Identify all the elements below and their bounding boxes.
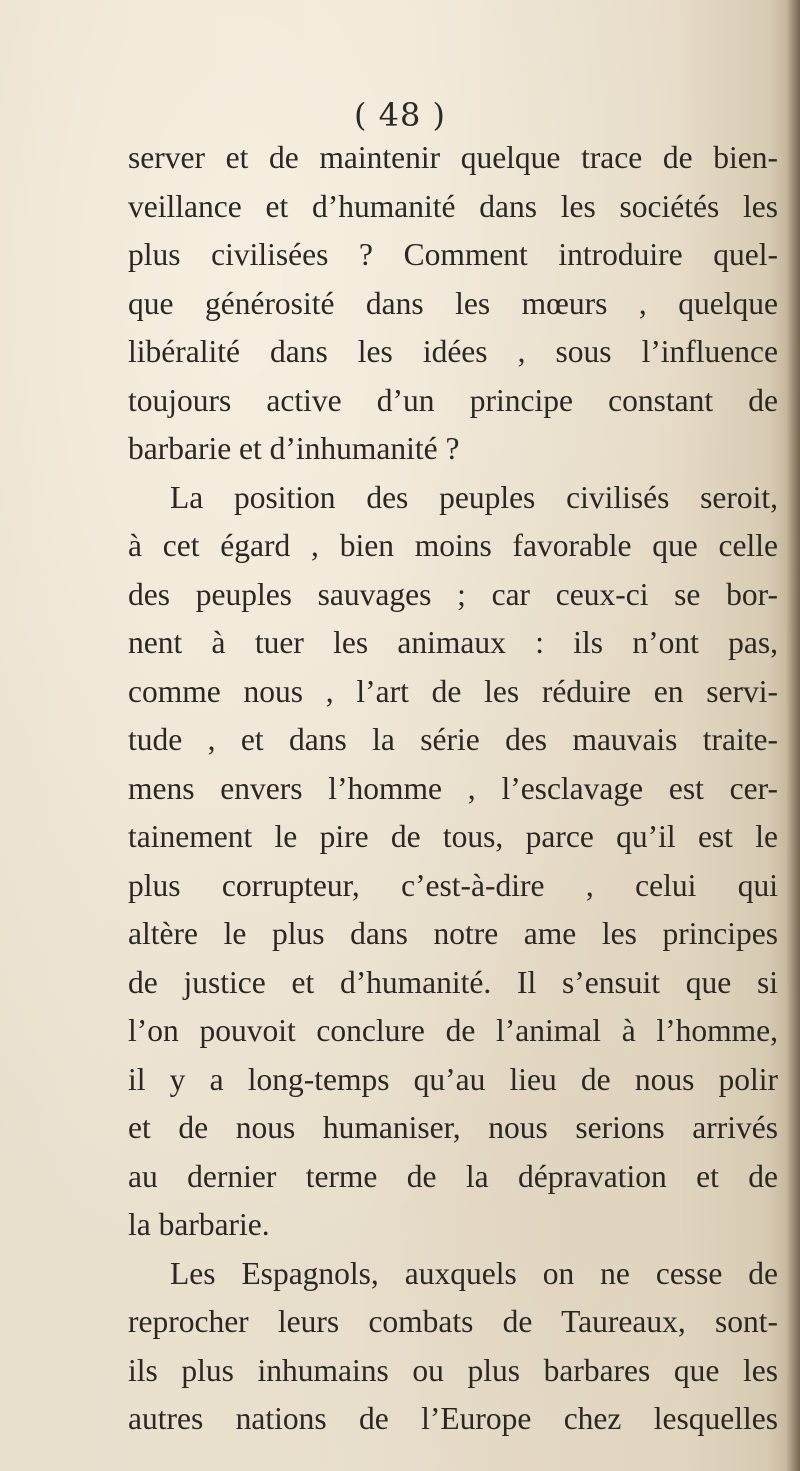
text-line: nent à tuer les animaux : ils n’ont pas, [128,625,778,660]
text-line: tainement le pire de tous, parce qu’il est le [128,819,778,854]
text-line: plus civilisées ? Comment introduire quel- [128,237,778,272]
text-line: plus corrupteur, c’est-à-dire , celui qui [128,867,778,903]
text-line: et de nous humaniser, nous serions arrivés [128,1110,778,1145]
text-line: au dernier terme de la dépravation et de [128,1158,778,1194]
text-line: de justice et d’humanité. Il s’ensuit que si [128,964,778,1000]
text-line: toujours active d’un principe constant de [128,382,778,418]
text-line: que générosité dans les mœurs , quelque [128,285,778,321]
text-line: ils plus inhumains ou plus barbares que les [128,1352,778,1388]
text-line: veillance et d’humanité dans les sociétés les [128,188,778,224]
body-text [128,134,778,1444]
text-line: tude , et dans la série des mauvais traite- [128,722,778,757]
text-line: barbarie et d’inhumanité ? [128,431,460,466]
page-number: ( 48 ) [353,96,447,134]
text-line: reprocher leurs combats de Taureaux, sont- [128,1304,778,1339]
text-line: autres nations de l’Europe chez lesquelles [128,1401,778,1436]
page-edge-shadow [786,0,800,1471]
text-line: mens envers l’homme , l’esclavage est cer- [128,770,778,806]
text-line: server et de maintenir quelque trace de bien- [128,140,778,175]
text-line: l’on pouvoit conclure de l’animal à l’homme, [128,1013,778,1048]
paragraph-start-line: Les Espagnols, auxquels on ne cesse de [170,1255,778,1291]
text-line: libéralité dans les idées , sous l’influence [128,334,778,369]
text-line: altère le plus dans notre ame les principes [128,916,778,951]
text-line: la barbarie. [128,1207,270,1242]
text-line: il y a long-temps qu’au lieu de nous polir [128,1061,778,1097]
text-line: à cet égard , bien moins favorable que celle [128,528,778,563]
text-line: comme nous , l’art de les réduire en servi- [128,673,778,709]
paragraph-start-line: La position des peuples civilisés seroit, [170,479,778,515]
text-line: des peuples sauvages ; car ceux-ci se bor- [128,576,778,612]
